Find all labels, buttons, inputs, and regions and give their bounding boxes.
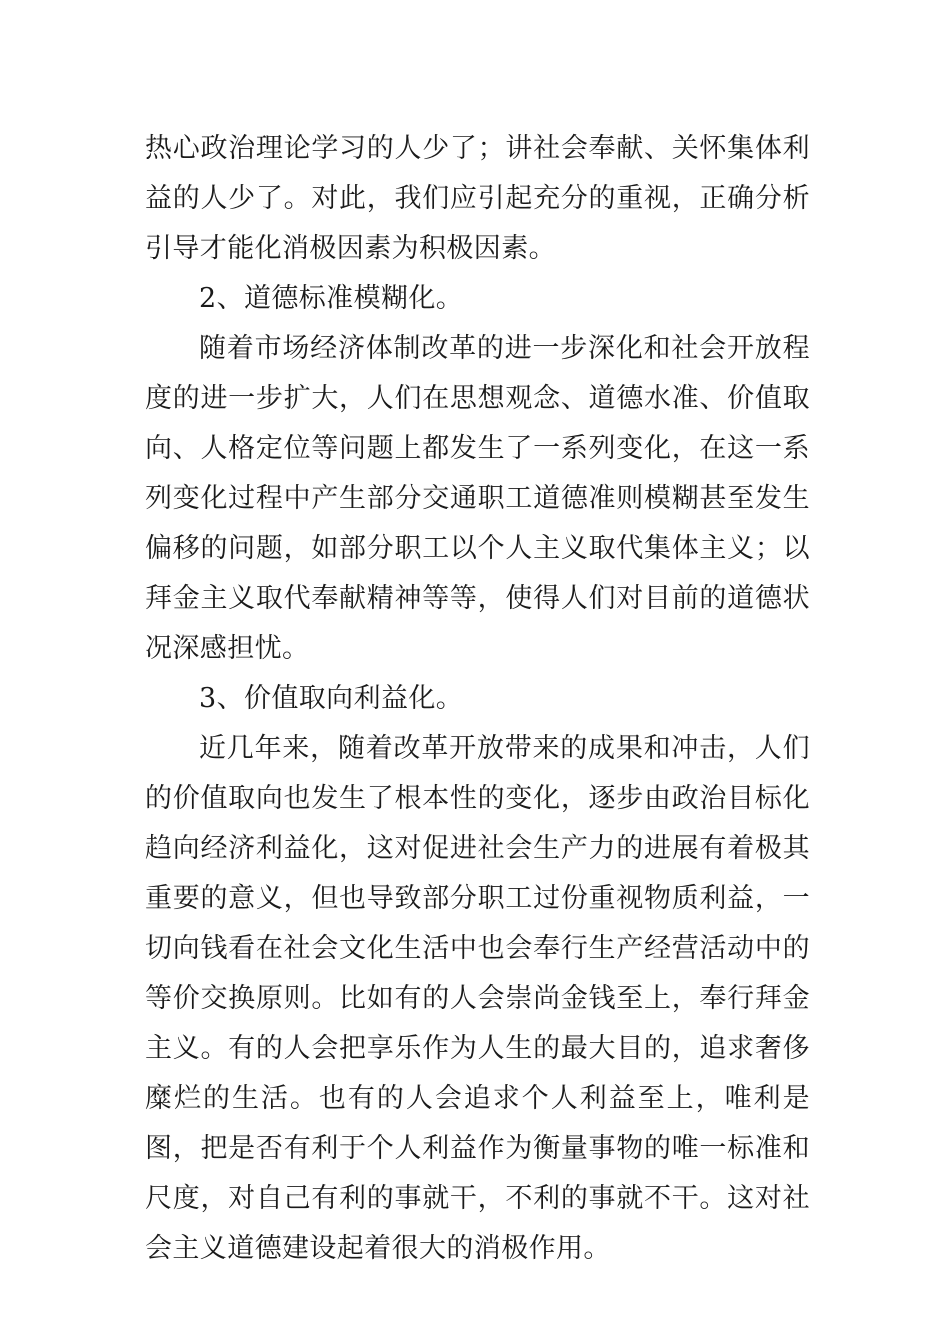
paragraph-value-orientation: 近几年来，随着改革开放带来的成果和冲击，人们的价值取向也发生了根本性的变化，逐步由政治目标化趋向经济利益化，这对促进社会生产力的进展有着极其重要的意义，但也导致部分职工过份重视物质利益，一切向钱看在社会文化生活中也会奉行生产经营活动中的等价交换原则。比如有的人会崇尚金钱至上，奉行拜金主义。有的人会把享乐作为人生的最大目的，追求奢侈糜烂的生活。也有的人会追求个人利益至上，唯利是图，把是否有利于个人利益作为衡量事物的唯一标准和尺度，对自己有利的事就干，不利的事就不干。这对社会主义道德建设起着很大的消极作用。 <box>145 733 810 1264</box>
paragraph-continuation: 热心政治理论学习的人少了；讲社会奉献、关怀集体利益的人少了。对此，我们应引起充分的重视，正确分析引导才能化消极因素为积极因素。 <box>145 133 810 264</box>
section-heading-3: 3、价值取向利益化。 <box>199 683 464 714</box>
section-heading-2: 2、道德标准模糊化。 <box>199 283 464 314</box>
paragraph-moral-standards: 随着市场经济体制改革的进一步深化和社会开放程度的进一步扩大，人们在思想观念、道德水准、价值取向、人格定位等问题上都发生了一系列变化，在这一系列变化过程中产生部分交通职工道德准则模糊甚至发生偏移的问题，如部分职工以个人主义取代集体主义；以拜金主义取代奉献精神等等，使得人们对目前的道德状况深感担忧。 <box>145 333 810 664</box>
document-body <box>145 124 810 1274</box>
